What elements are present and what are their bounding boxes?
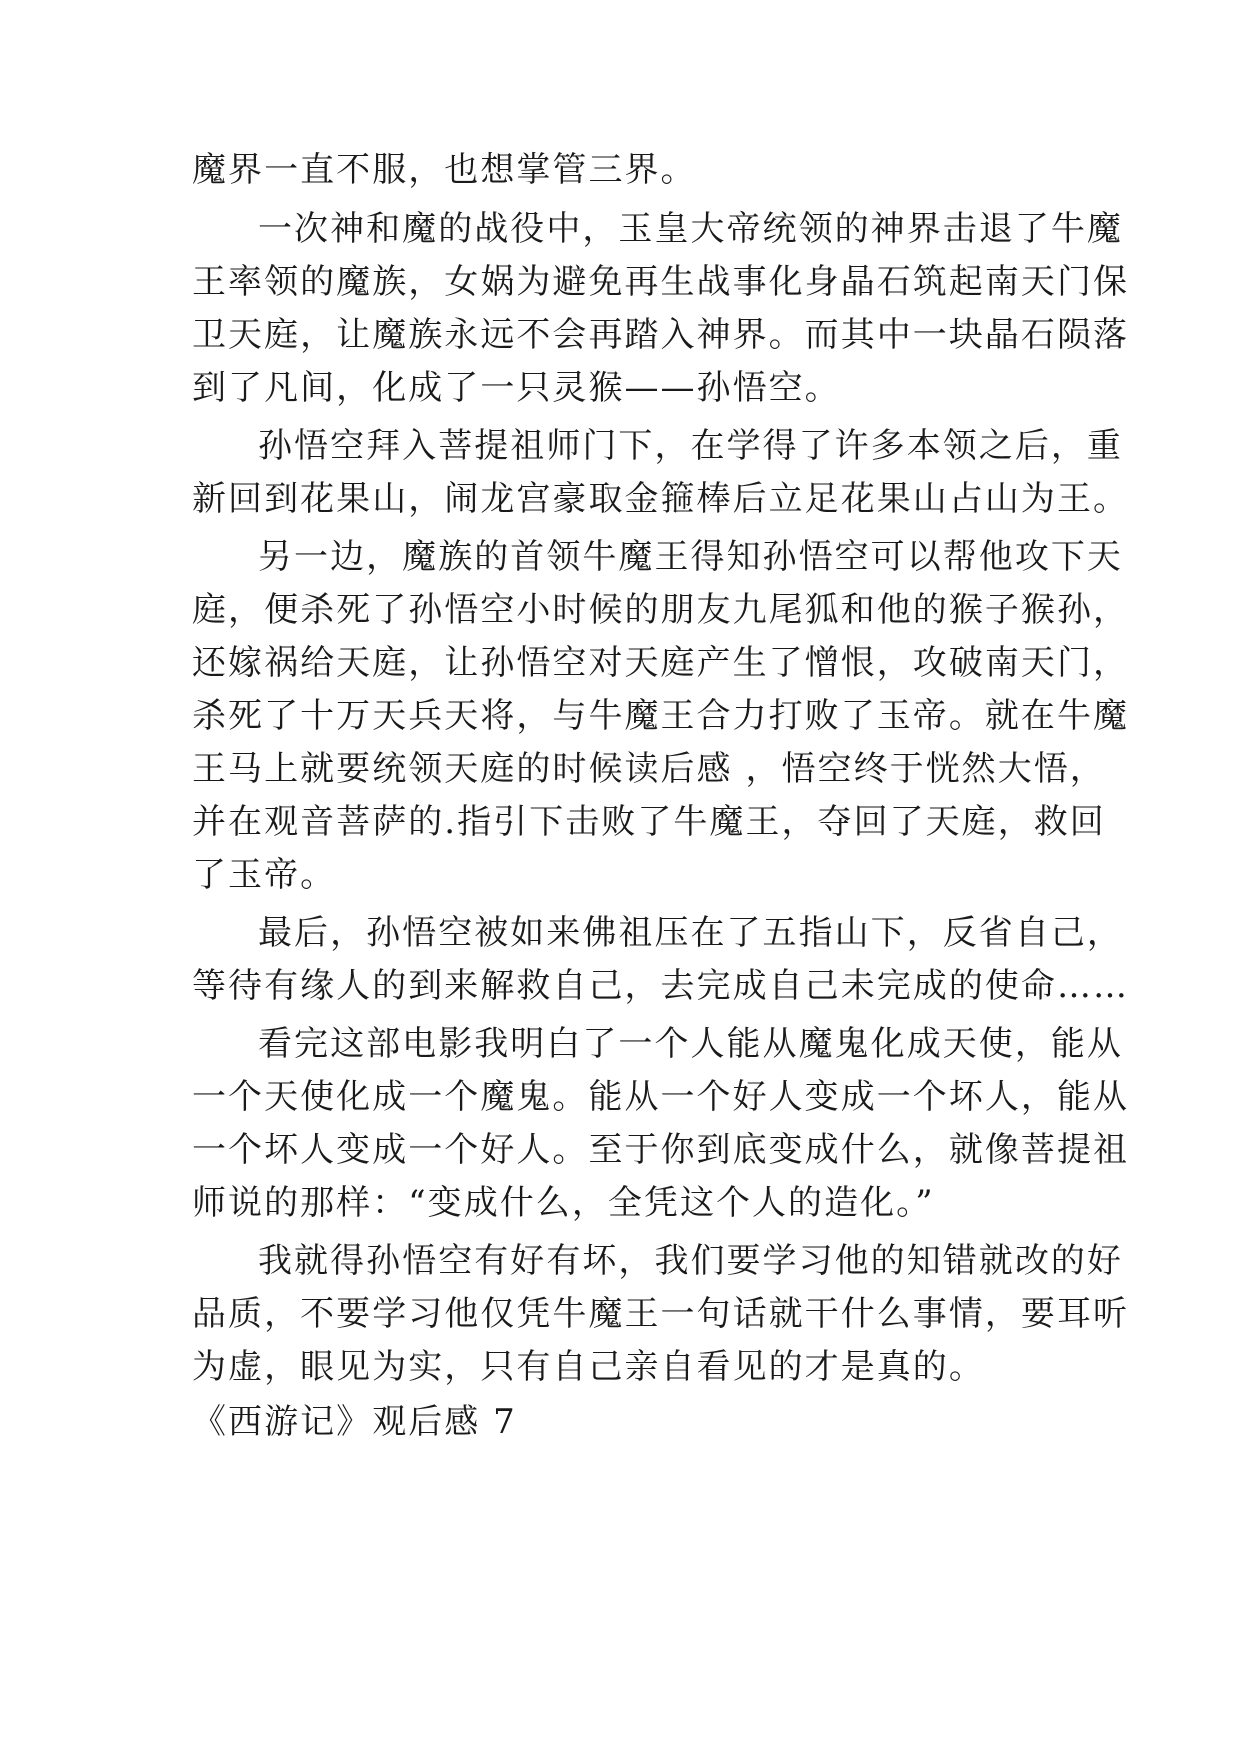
text-line: 我就得孙悟空有好有坏，我们要学习他的知错就改的好 [258,1241,1123,1281]
text-line: 等待有缘人的到来解救自己，去完成自己未完成的使命…… [192,966,1130,1006]
text-line: 王马上就要统领天庭的时候读后感 ，悟空终于恍然大悟， [192,749,1106,789]
text-line: 师说的那样：“变成什么，全凭这个人的造化。” [192,1183,935,1223]
text-line: 看完这部电影我明白了一个人能从魔鬼化成天使，能从 [258,1024,1123,1064]
text-line: 一个天使化成一个魔鬼。能从一个好人变成一个坏人，能从 [192,1077,1130,1117]
text-line: 杀死了十万天兵天将，与牛魔王合力打败了玉帝。就在牛魔 [192,696,1130,736]
text-line: 魔界一直不服，也想掌管三界。 [192,150,697,190]
text-line: 为虚，眼见为实，只有自己亲自看见的才是真的。 [192,1347,985,1387]
text-line: 另一边，魔族的首领牛魔王得知孙悟空可以帮他攻下天 [258,537,1123,577]
text-line: 一次神和魔的战役中，玉皇大帝统领的神界击退了牛魔 [258,209,1123,249]
text-line: 到了凡间，化成了一只灵猴——孙悟空。 [192,368,841,408]
section-heading: 《西游记》观后感 7 [192,1402,517,1442]
text-line: 一个坏人变成一个好人。至于你到底变成什么，就像菩提祖 [192,1130,1130,1170]
text-line: 还嫁祸给天庭，让孙悟空对天庭产生了憎恨，攻破南天门， [192,643,1130,683]
text-line: 卫天庭，让魔族永远不会再踏入神界。而其中一块晶石陨落 [192,315,1130,355]
text-line: 庭，便杀死了孙悟空小时候的朋友九尾狐和他的猴子猴孙， [192,590,1130,630]
text-line: 王率领的魔族，女娲为避免再生战事化身晶石筑起南天门保 [192,262,1130,302]
text-line: 新回到花果山，闹龙宫豪取金箍棒后立足花果山占山为王。 [192,479,1130,519]
text-line: 最后，孙悟空被如来佛祖压在了五指山下，反省自己， [258,913,1123,953]
text-line: 了玉帝。 [192,855,337,895]
text-line: 品质，不要学习他仅凭牛魔王一句话就干什么事情，要耳听 [192,1294,1130,1334]
text-line: 孙悟空拜入菩提祖师门下，在学得了许多本领之后，重 [258,426,1123,466]
text-line: 并在观音菩萨的.指引下击败了牛魔王，夺回了天庭，救回 [192,802,1106,842]
